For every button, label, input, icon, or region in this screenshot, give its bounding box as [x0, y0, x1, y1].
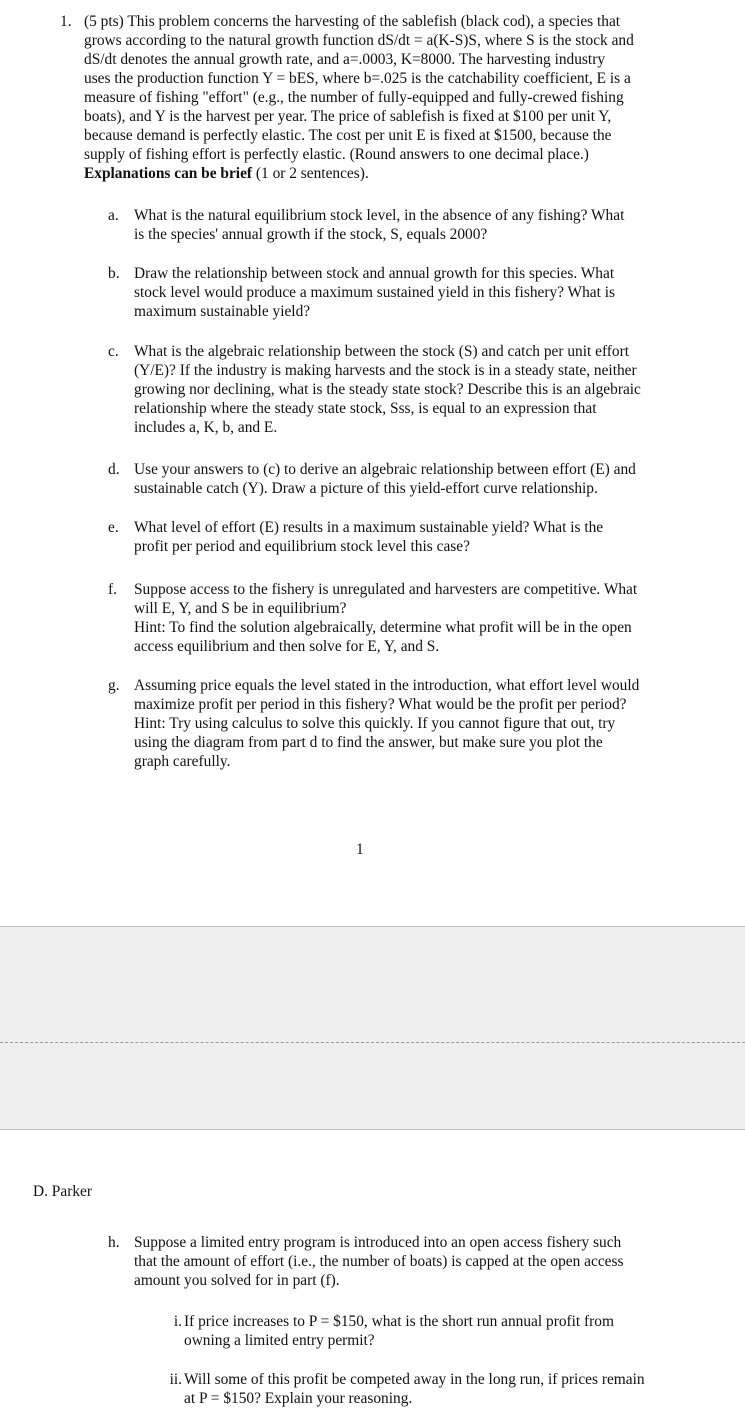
part-line: graph carefully.: [134, 753, 231, 770]
part-line: sustainable catch (Y). Draw a picture of this yield-effort curve relationship.: [134, 480, 598, 497]
problem-line-explanations: [84, 164, 690, 183]
part-line: Hint: To find the solution algebraically, determine what profit will be in the open: [134, 619, 632, 636]
part-h-ii: [158, 1370, 693, 1408]
explanations-bold: Explanations can be brief: [84, 165, 253, 182]
part-line: is the species' annual growth if the stock, S, equals 2000?: [134, 226, 488, 243]
part-h: [108, 1233, 688, 1290]
part-line: that the amount of effort (i.e., the number of boats) is capped at the open access: [134, 1253, 624, 1270]
part-letter: g.: [108, 677, 120, 694]
part-line: Draw the relationship between stock and annual growth for this species. What: [134, 265, 615, 282]
part-f: [108, 580, 693, 656]
part-e: [108, 518, 693, 556]
part-letter: d.: [108, 461, 120, 478]
problem-statement: [60, 12, 690, 183]
problem-line: grows according to the natural growth function dS/dt = a(K-S)S, where S is the stock and: [84, 32, 634, 49]
problem-line: dS/dt denotes the annual growth rate, and a=.0003, K=8000. The harvesting industry: [84, 51, 606, 68]
subpart-line: Will some of this profit be competed away in the long run, if prices remain: [184, 1371, 645, 1388]
part-line: includes a, K, b, and E.: [134, 419, 278, 436]
part-line: stock level would produce a maximum sustained yield in this fishery? What is: [134, 284, 616, 301]
part-line: (Y/E)? If the industry is making harvests and the stock is in a steady state, neither: [134, 362, 637, 379]
subpart-letter: ii.: [169, 1371, 182, 1388]
part-b: [108, 264, 693, 321]
subpart-line: owning a limited entry permit?: [184, 1332, 375, 1349]
problem-line: supply of fishing effort is perfectly elastic. (Round answers to one decimal place.): [84, 146, 589, 163]
part-h-i: [158, 1312, 693, 1350]
part-letter: a.: [108, 207, 119, 224]
part-d: [108, 460, 693, 498]
problem-number: 1.: [60, 13, 72, 30]
problem-line: (5 pts) This problem concerns the harvesting of the sablefish (black cod), a species that: [84, 13, 621, 30]
problem-line: because demand is perfectly elastic. The cost per unit E is fixed at $1500, because the: [84, 127, 612, 144]
part-line: growing nor declining, what is the steady state stock? Describe this is an algebraic: [134, 381, 641, 398]
page-number: 1: [356, 841, 364, 858]
part-line: Suppose access to the fishery is unregulated and harvesters are competitive. What: [134, 581, 638, 598]
subpart-line: at P = $150? Explain your reasoning.: [184, 1390, 413, 1407]
problem-line: boats), and Y is the harvest per year. The price of sablefish is fixed at $100 per unit Y,: [84, 108, 612, 125]
part-line: What is the algebraic relationship between the stock (S) and catch per unit effort: [134, 343, 630, 360]
explanations-rest: (1 or 2 sentences).: [252, 165, 369, 182]
part-line: maximum sustainable yield?: [134, 303, 311, 320]
part-a: [108, 206, 693, 244]
part-letter: e.: [108, 519, 119, 536]
page-break-dashed-line: [0, 1042, 745, 1043]
part-letter: c.: [108, 343, 119, 360]
part-c: [108, 342, 693, 437]
part-line: using the diagram from part d to find the answer, but make sure you plot the: [134, 734, 603, 751]
part-line: What level of effort (E) results in a maximum sustainable yield? What is the: [134, 519, 604, 536]
part-line: access equilibrium and then solve for E, Y, and S.: [134, 638, 440, 655]
page-break-gap: [0, 926, 745, 1130]
subpart-line: If price increases to P = $150, what is the short run annual profit from: [184, 1313, 614, 1330]
author-header: D. Parker: [33, 1183, 92, 1200]
page-two: [0, 1130, 745, 1418]
part-line: relationship where the steady state stock, Sss, is equal to an expression that: [134, 400, 597, 417]
part-line: What is the natural equilibrium stock level, in the absence of any fishing? What: [134, 207, 625, 224]
subpart-letter: i.: [173, 1313, 182, 1330]
part-letter: h.: [108, 1234, 120, 1251]
problem-line: measure of fishing "effort" (e.g., the number of fully-equipped and fully-crewed fishing: [84, 89, 624, 106]
part-letter: f.: [108, 581, 117, 598]
part-g: [108, 676, 693, 771]
part-line: Assuming price equals the level stated in the introduction, what effort level would: [134, 677, 640, 694]
part-line: amount you solved for in part (f).: [134, 1272, 340, 1289]
part-line: Hint: Try using calculus to solve this quickly. If you cannot figure that out, try: [134, 715, 616, 732]
part-line: will E, Y, and S be in equilibrium?: [134, 600, 347, 617]
part-line: maximize profit per period in this fishery? What would be the profit per period?: [134, 696, 627, 713]
part-line: Suppose a limited entry program is introduced into an open access fishery such: [134, 1234, 622, 1251]
part-line: Use your answers to (c) to derive an algebraic relationship between effort (E) and: [134, 461, 636, 478]
problem-line: uses the production function Y = bES, where b=.025 is the catchability coefficient, E is a: [84, 70, 631, 87]
part-line: profit per period and equilibrium stock level this case?: [134, 538, 470, 555]
part-letter: b.: [108, 265, 120, 282]
